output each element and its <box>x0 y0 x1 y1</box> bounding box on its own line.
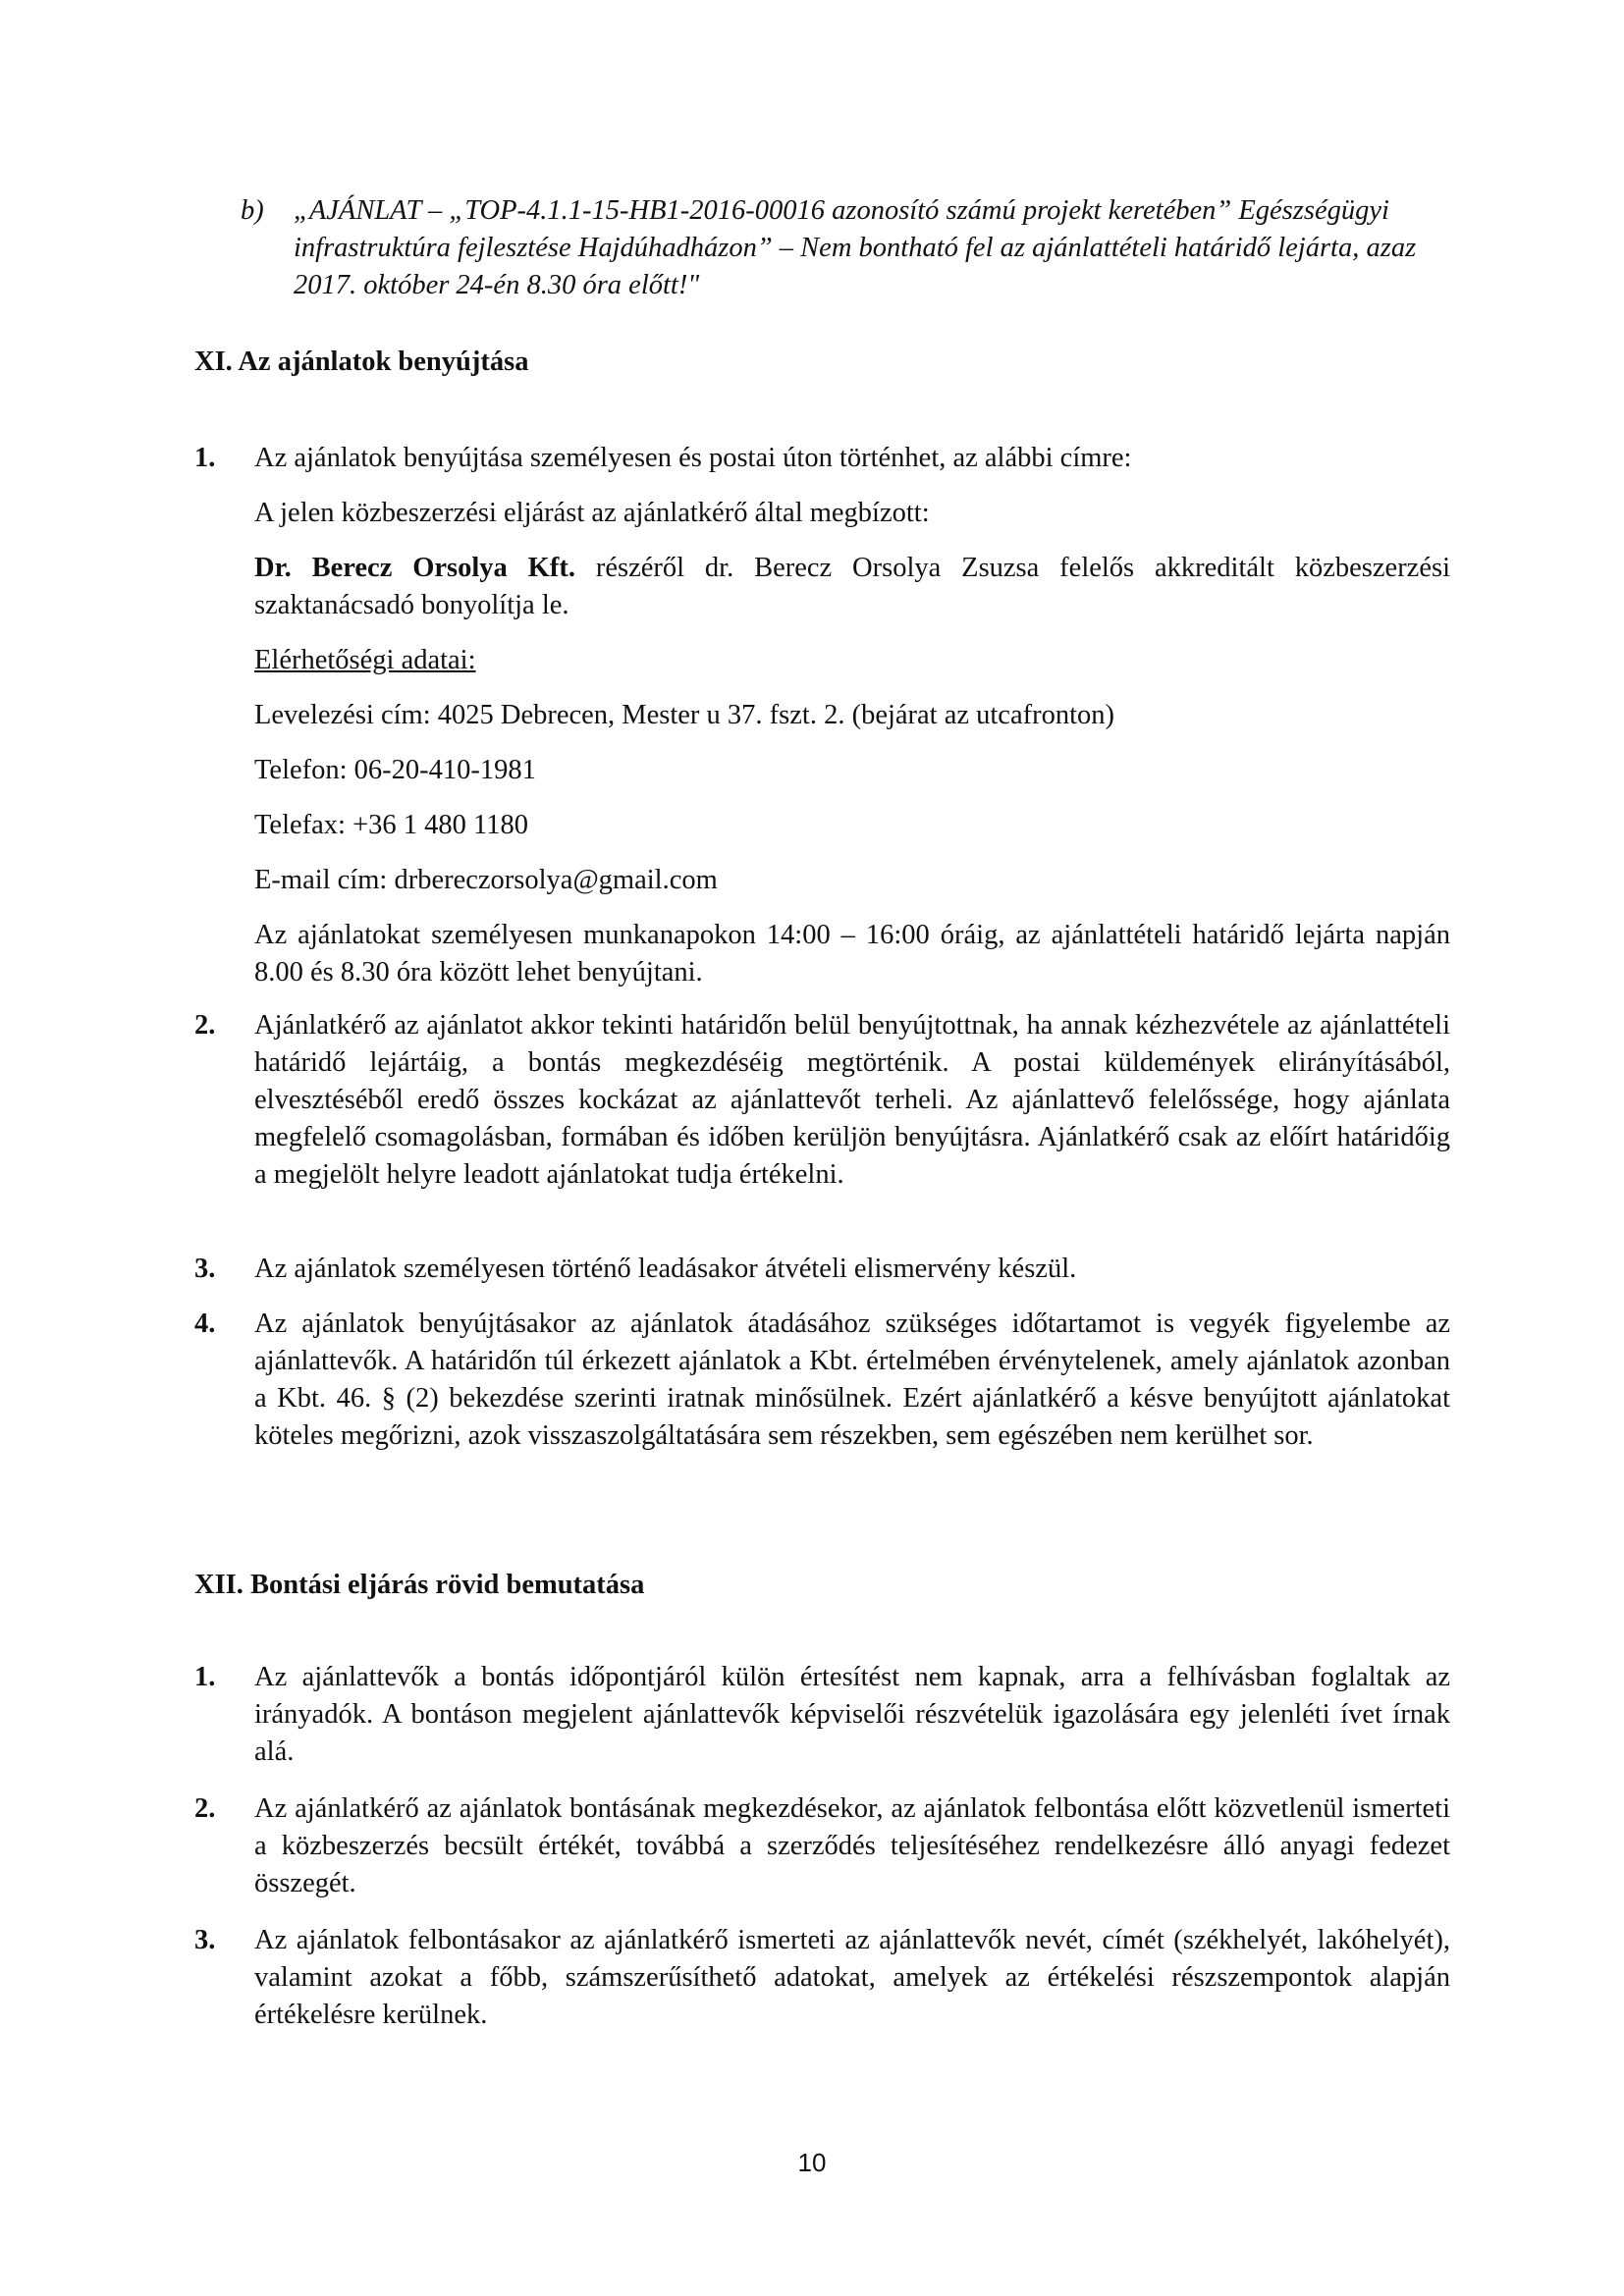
section-heading-xii: XII. Bontási eljárás rövid bemutatása <box>194 1570 645 1600</box>
submission-hours: Az ajánlatokat személyesen munkanapokon 14:00 – 16:00 óráig, az ajánlattételi határidő lejárta napján 8.00 és 8.30 óra között lehet benyújtani. <box>254 920 1450 988</box>
postal-address: Levelezési cím: 4025 Debrecen, Mester u 37. fszt. 2. (bejárat az utcafronton) <box>254 700 1114 730</box>
item-number: 3. <box>194 1925 216 1955</box>
fax-number: Telefax: +36 1 480 1180 <box>254 810 528 840</box>
item-text: Az ajánlatok felbontásakor az ajánlatkérő ismerteti az ajánlattevők nevét, címét (székhelyét, lakóhelyét), valamint azokat a főbb, számszerűsíthető adatokat, amelyek az értékelési részszempontok alapján értékelésre kerülnek. <box>254 1925 1450 2030</box>
item-number: 3. <box>194 1254 216 1284</box>
list-marker: b) <box>241 195 264 226</box>
agent-intro: A jelen közbeszerzési eljárást az ajánlatkérő által megbízott: <box>254 498 930 528</box>
item-text: Az ajánlatok személyesen történő leadásakor átvételi elismervény készül. <box>254 1254 1077 1284</box>
item-number: 1. <box>194 443 216 473</box>
item-text: Az ajánlatkérő az ajánlatok bontásának megkezdésekor, az ajánlatok felbontása előtt közvetlenül ismerteti a közbeszerzés becsült értékét, továbbá a szerződés teljesítéséhez rendelkezésre álló anyagi fedezet összegét. <box>254 1793 1450 1898</box>
agent-description: részéről dr. Berecz Orsolya Zsuzsa felelős akkreditált közbeszerzési szaktanácsadó bonyolítja le. <box>254 553 1450 620</box>
agent-paragraph <box>254 550 1450 624</box>
item-number: 4. <box>194 1308 216 1339</box>
item-number: 2. <box>194 1793 216 1824</box>
section-heading-xi: XI. Az ajánlatok benyújtása <box>194 347 529 377</box>
phone-number: Telefon: 06-20-410-1981 <box>254 755 536 785</box>
page-number: 10 <box>797 2148 827 2177</box>
contact-label: Elérhetőségi adatai: <box>254 645 476 675</box>
item-number: 1. <box>194 1662 216 1692</box>
item-number: 2. <box>194 1010 216 1041</box>
item-text: Az ajánlatok benyújtásakor az ajánlatok átadásához szükséges időtartamot is vegyék figyelembe az ajánlattevők. A határidőn túl érkezett ajánlatok a Kbt. értelmében érvénytelenek, amely ajánlatok azonban a Kbt. 46. § (2) bekezdése szerinti iratnak minősülnek. Ezért ajánlatkérő a késve benyújtott ajánlatokat köteles megőrizni, azok visszaszolgáltatására sem részekben, sem egészében nem kerülhet sor. <box>254 1308 1450 1451</box>
email-address: E-mail cím: drbereczorsolya@gmail.com <box>254 865 718 895</box>
item-text: Az ajánlatok benyújtása személyesen és postai úton történhet, az alábbi címre: <box>254 443 1132 473</box>
item-text: Ajánlatkérő az ajánlatot akkor tekinti határidőn belül benyújtottnak, ha annak kézhezvétele az ajánlattételi határidő lejártáig, a bontás megkezdéséig megtörténik. A postai küldemények elirányításából, elvesztéséből eredő összes kockázat az ajánlattevőt terheli. Az ajánlattevő felelőssége, hogy ajánlata megfelelő csomagolásban, formában és időben kerüljön benyújtásra. Ajánlatkérő csak az előírt határidőig a megjelölt helyre leadott ajánlatokat tudja értékelni. <box>254 1010 1450 1190</box>
agent-name: Dr. Berecz Orsolya Kft. <box>254 553 575 583</box>
envelope-label-text: „AJÁNLAT – „TOP-4.1.1-15-HB1-2016-00016 azonosító számú projekt keretében” Egészségügyi infrastruktúra fejlesztése Hajdúhadházon” – Nem bontható fel az ajánlattételi határidő lejárta, azaz 2017. október 24-én 8.30 óra előtt!" <box>294 195 1417 300</box>
item-text: Az ajánlattevők a bontás időpontjáról külön értesítést nem kapnak, arra a felhívásban foglaltak az irányadók. A bontáson megjelent ajánlattevők képviselői részvételük igazolására egy jelenléti ívet írnak alá. <box>254 1662 1450 1767</box>
